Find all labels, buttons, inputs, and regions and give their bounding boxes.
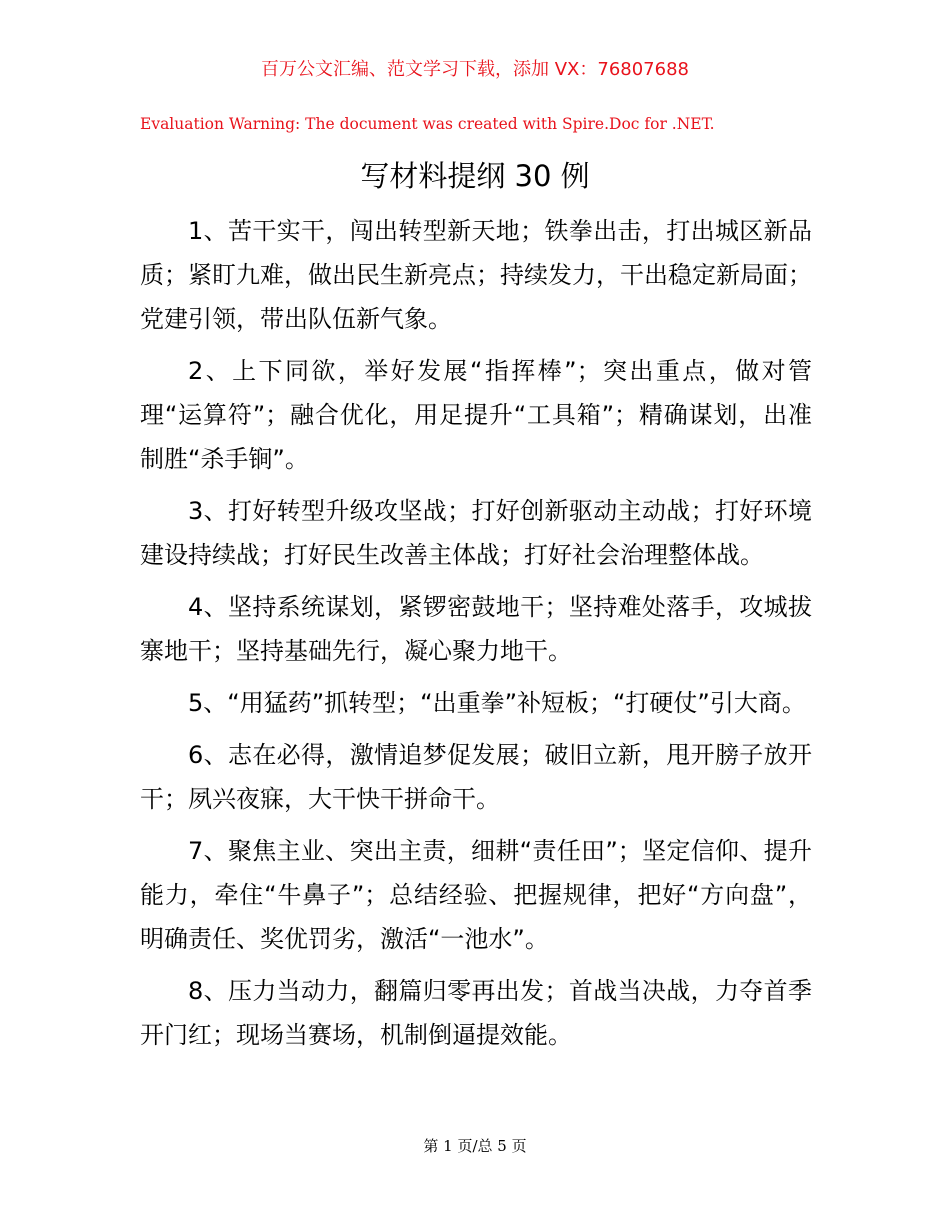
paragraph-5: 5、“用猛药”抓转型；“出重拳”补短板；“打硬仗”引大商。	[188, 689, 806, 717]
document-title: 写材料提纲 30 例	[360, 159, 590, 193]
document-body	[140, 209, 812, 1065]
paragraph-6: 6、志在必得，激情追梦促发展；破旧立新，甩开膀子放开干；夙兴夜寐，大干快干拼命干。	[140, 741, 812, 813]
evaluation-warning: Evaluation Warning: The document was created with Spire.Doc for .NET.	[140, 115, 715, 133]
paragraph-3: 3、打好转型升级攻坚战；打好创新驱动主动战；打好环境建设持续战；打好民生改善主体战；打好社会治理整体战。	[140, 497, 812, 569]
page-footer: 第 1 页/总 5 页	[423, 1137, 527, 1155]
paragraph-2: 2、上下同欲，举好发展“指挥棒”；突出重点，做对管理“运算符”；融合优化，用足提升“工具箱”；精确谋划，出准制胜“杀手锏”。	[140, 357, 812, 473]
paragraph-1: 1、苦干实干，闯出转型新天地；铁拳出击，打出城区新品质；紧盯九难，做出民生新亮点；持续发力，干出稳定新局面；党建引领，带出队伍新气象。	[140, 217, 812, 333]
paragraph-7: 7、聚焦主业、突出主责，细耕“责任田”；坚定信仰、提升能力，牵住“牛鼻子”；总结经验、把握规律，把好“方向盘”，明确责任、奖优罚劣，激活“一池水”。	[140, 837, 812, 953]
paragraph-4: 4、坚持系统谋划，紧锣密鼓地干；坚持难处落手，攻城拔寨地干；坚持基础先行，凝心聚力地干。	[140, 593, 812, 665]
header-promo-text: 百万公文汇编、范文学习下载，添加 VX：76807688	[261, 59, 689, 80]
paragraph-8: 8、压力当动力，翻篇归零再出发；首战当决战，力夺首季开门红；现场当赛场，机制倒逼提效能。	[140, 977, 812, 1049]
